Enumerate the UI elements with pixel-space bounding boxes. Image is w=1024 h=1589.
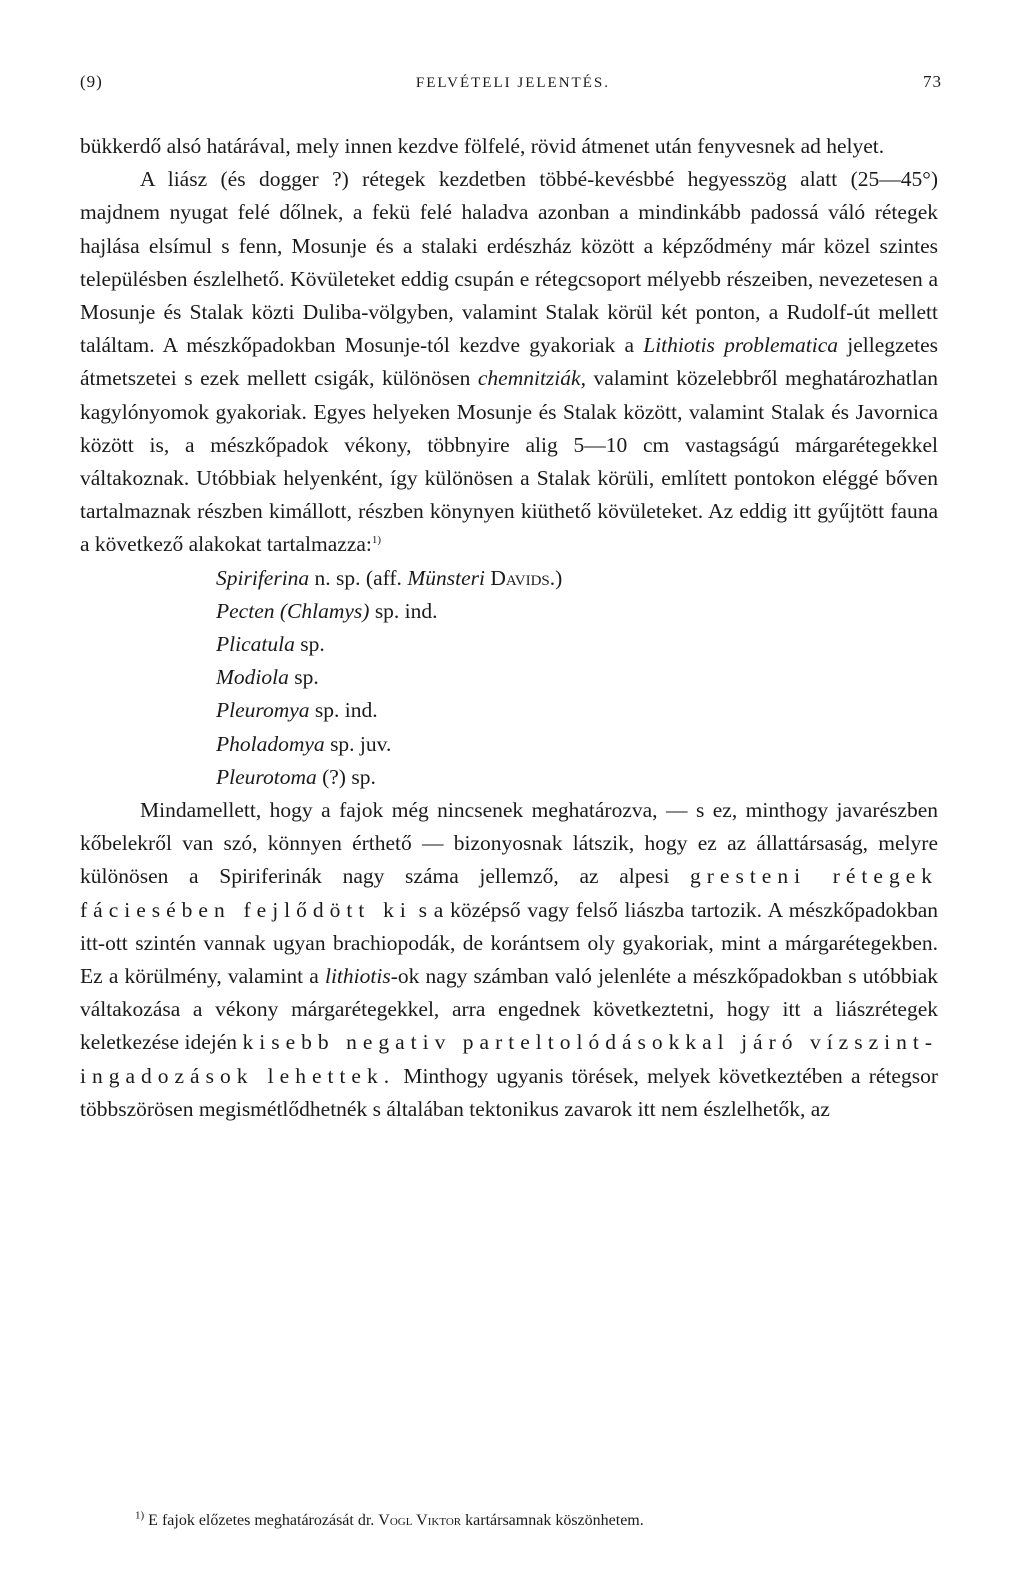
- paragraph-2: [80, 163, 938, 561]
- paragraph-1-text: bükkerdő alsó határával, mely innen kezdve fölfelé, rövid átmenet után fenyvesnek ad helyet.: [80, 134, 885, 158]
- paragraph-3-text-d: Minthogy ugyanis törések, melyek következtében a rétegsor többszörösen megismétlődhetnék s általában tektonikus zavarok itt nem észlelhetők, az: [80, 1063, 938, 1121]
- fauna-rest: sp. ind.: [369, 598, 438, 623]
- fauna-item: [216, 595, 938, 628]
- footnote: [135, 1510, 955, 1532]
- footnote-text-b: kartársamnak köszönhetem.: [461, 1512, 644, 1529]
- fauna-genus: Plicatula: [216, 632, 295, 657]
- paragraph-1: [80, 130, 938, 163]
- fauna-rest: (?) sp.: [316, 764, 376, 789]
- italic-lithiotis: Lithiotis problematica: [643, 333, 839, 358]
- fauna-genus: Pecten (Chlamys): [216, 598, 370, 623]
- paragraph-3-text-c: -ok nagy számban való jelenléte a mészkőpadokban s utóbbiak váltakozása a vékony márgarétegekkel, arra engednek következtetni, hogy itt a liászrétegek keletkezése idején: [80, 964, 938, 1055]
- fauna-rest: sp.: [294, 632, 325, 657]
- paragraph-3-text-b: s a középső vagy felső liászba tartozik. A mészkőpadokban itt-ott szintén vannak ugyan brachiopodák, de korántsem oly gyakoriak, mint a márgarétegekben. Ez a körülmény, valamint a: [80, 897, 938, 989]
- italic-lithiotis-2: lithiotis: [324, 964, 391, 989]
- running-title: FELVÉTELI JELENTÉS.: [415, 75, 610, 91]
- fauna-genus: Spiriferina: [216, 565, 310, 590]
- fauna-item: [216, 562, 938, 595]
- fauna-rest: n. sp. (aff.: [309, 565, 408, 590]
- fauna-genus: Pholadomya: [216, 731, 325, 756]
- fauna-rest: sp. ind.: [309, 698, 378, 723]
- fauna-species: Münsteri: [407, 565, 485, 590]
- paragraph-2-text-a: A liász (és dogger ?) rétegek kezdetben többé-kevésbbé hegyesszög alatt (25—45°) majdnem nyugat felé dőlnek, a fekü felé haladva azonban a mindinkább padossá váló rétegek hajlása elsímul s fenn, Mosunje és a stalaki erdészház között a képződmény már közel szintes településben észlelhető. Kövületeket eddig csupán e rétegcsoport mélyebb részeiben, nevezetesen a Mosunje és Stalak közti Duliba-völgyben, valamint Stalak körül két ponton, a Rudolf-út mellett találtam. A mészkőpadokban Mosunje-tól kezdve gyakoriak a: [80, 167, 938, 358]
- fauna-genus: Pleurotoma: [216, 764, 317, 789]
- fauna-item: [216, 661, 938, 694]
- fauna-close: ): [555, 565, 563, 590]
- footnote-text-a: E fajok előzetes meghatározását dr.: [144, 1512, 379, 1529]
- paragraph-2-text-c: valamint közelebbről meghatározhatlan kagylónyomok gyakoriak. Egyes helyeken Mosunje és Stalak között, valamint Stalak és Javornica között is, a mészkőpadok vékony, többnyire alig 5—10 cm vastagságú márgarétegekkel váltakoznak. Utóbbiak helyenként, így különösen a Stalak körüli, említett pontokon eléggé bőven tartalmaznak részben kimállott, részben könynyen kiüthető kövületeket. Az eddig itt gyűjtött fauna a következő alakokat tartalmazza:: [80, 366, 938, 557]
- footnote-name: Vogl Viktor: [378, 1512, 462, 1529]
- spaced-emphasis-2: kisebb negativ parteltolódásokkal járó vízszint-ingadozások lehettek.: [80, 1030, 938, 1088]
- paragraph-3: [80, 794, 938, 1126]
- fauna-author: Davids.: [484, 565, 556, 590]
- fauna-item: [216, 728, 938, 761]
- fauna-genus: Modiola: [216, 665, 289, 690]
- main-text: [80, 130, 938, 1126]
- fauna-item: [216, 694, 938, 727]
- running-header: [80, 72, 942, 92]
- fauna-rest: sp.: [288, 665, 319, 690]
- footnote-mark: 1): [135, 1509, 145, 1522]
- page-number: 73: [922, 72, 942, 91]
- paragraph-2-text-b: jellegzetes átmetszetei s ezek mellett csigák, különösen: [80, 333, 938, 391]
- spaced-emphasis-1: gresteni rétegek fáciesében fejlődött ki: [80, 864, 938, 922]
- chapter-number: (9): [80, 72, 103, 91]
- fauna-genus: Pleuromya: [216, 698, 310, 723]
- paragraph-3-text-a: Mindamellett, hogy a fajok még nincsenek meghatározva, — s ez, minthogy javarészben kőbelekről van szó, könnyen érthető — bizonyosnak látszik, hogy ez az állattársaság, melyre különösen a Spiriferinák nagy száma jellemző, az alpesi: [80, 798, 938, 889]
- fauna-item: [216, 761, 938, 794]
- fauna-item: [216, 628, 938, 661]
- footnote-reference: 1): [371, 534, 382, 547]
- fauna-rest: sp. juv.: [324, 731, 392, 756]
- italic-chemnitziak: chemnitziák,: [477, 366, 586, 391]
- fauna-list: [80, 562, 938, 794]
